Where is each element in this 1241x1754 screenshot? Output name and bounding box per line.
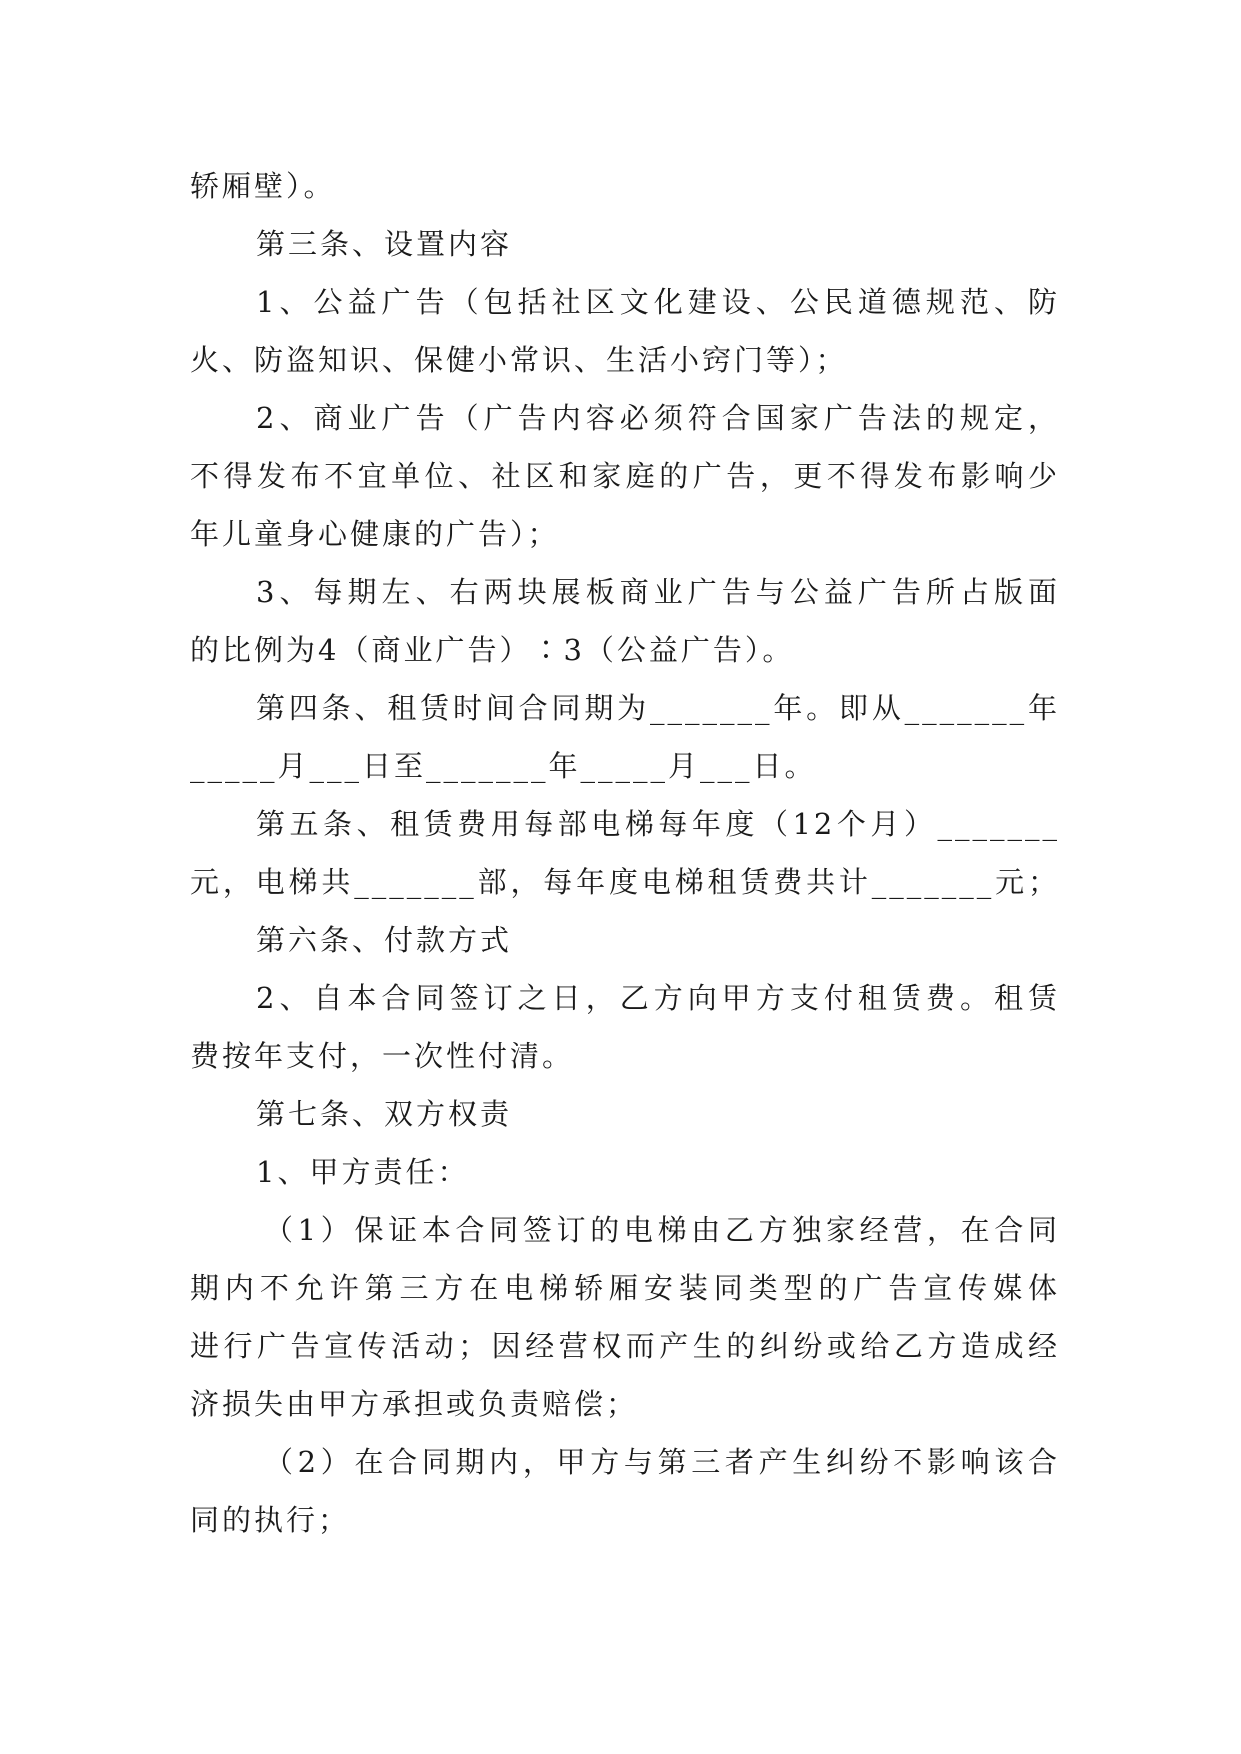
text-line: 济损失由甲方承担或负责赔偿； (190, 1387, 639, 1421)
text-line: 的比例为4（商业广告）∶3（公益广告）。 (190, 633, 795, 667)
text-line: 2、自本合同签订之日，乙方向甲方支付租赁费。租赁 (256, 981, 1060, 1015)
text-line: 期内不允许第三方在电梯轿厢安装同类型的广告宣传媒体 (190, 1271, 1060, 1305)
section-heading: 第三条、设置内容 (256, 227, 513, 261)
text-line: 费按年支付，一次性付清。 (190, 1039, 575, 1073)
section-heading: 第七条、双方权责 (256, 1097, 513, 1131)
text-line: 轿厢壁）。 (190, 169, 336, 203)
text-line: （1）保证本合同签订的电梯由乙方独家经营，在合同 (264, 1213, 1060, 1247)
text-line: 进行广告宣传活动；因经营权而产生的纠纷或给乙方造成经 (190, 1329, 1060, 1363)
text-line: 3、每期左、右两块展板商业广告与公益广告所占版面 (256, 575, 1060, 609)
text-line: 1、公益广告（包括社区文化建设、公民道德规范、防 (256, 285, 1060, 319)
document-body (190, 157, 1060, 1549)
text-line: 元，电梯共_______部，每年度电梯租赁费共计_______元； (190, 865, 1060, 899)
section-heading: 第六条、付款方式 (256, 923, 513, 957)
section-heading: 第五条、租赁费用每部电梯每年度（12个月）_______ (256, 807, 1060, 841)
text-line: （2）在合同期内，甲方与第三者产生纠纷不影响该合 (264, 1445, 1060, 1479)
text-line: 不得发布不宜单位、社区和家庭的广告，更不得发布影响少 (190, 459, 1060, 493)
text-line: 同的执行； (190, 1503, 351, 1537)
text-line: 年儿童身心健康的广告）； (190, 517, 560, 551)
text-line: 1、甲方责任： (256, 1155, 470, 1189)
text-line: 2、商业广告（广告内容必须符合国家广告法的规定， (256, 401, 1060, 435)
section-heading: 第四条、租赁时间合同期为_______年。即从_______年 (256, 691, 1060, 725)
text-line: _____月___日至_______年_____月___日。 (190, 749, 817, 783)
text-line: 火、防盗知识、保健小常识、生活小窍门等）； (190, 343, 848, 377)
